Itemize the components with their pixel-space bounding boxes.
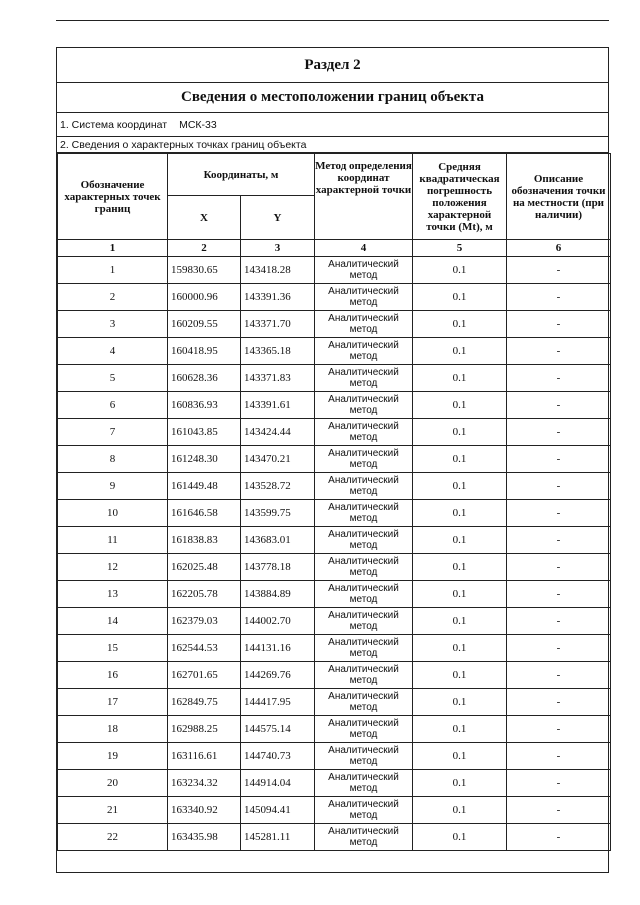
method — [315, 311, 413, 338]
section-title — [57, 48, 608, 83]
description: - — [507, 824, 611, 851]
point-number: 5 — [58, 365, 168, 392]
coord-system-value: МСК-33 — [179, 118, 217, 131]
method-text: Аналитический метод — [328, 529, 399, 551]
coord-x: 163340.92 — [168, 797, 241, 824]
method — [315, 581, 413, 608]
coord-x: 160628.36 — [168, 365, 241, 392]
point-number: 11 — [58, 527, 168, 554]
top-rule — [56, 20, 609, 21]
description: - — [507, 608, 611, 635]
coord-y: 143371.83 — [241, 365, 315, 392]
info-title-text: Сведения о местоположении границ объекта — [181, 89, 484, 105]
table-row — [58, 581, 611, 608]
point-number: 19 — [58, 743, 168, 770]
points-caption-line — [57, 137, 608, 153]
method — [315, 743, 413, 770]
mt-error: 0.1 — [413, 689, 507, 716]
point-number: 1 — [58, 257, 168, 284]
description: - — [507, 797, 611, 824]
column-number: 2 — [168, 240, 241, 257]
coord-y: 144740.73 — [241, 743, 315, 770]
mt-error: 0.1 — [413, 311, 507, 338]
method-text: Аналитический метод — [328, 799, 399, 821]
method — [315, 770, 413, 797]
header-designation: Обозначение характерных точек границ — [58, 154, 168, 240]
mt-error: 0.1 — [413, 581, 507, 608]
description: - — [507, 770, 611, 797]
method-text: Аналитический метод — [328, 772, 399, 794]
document-sheet — [56, 47, 609, 873]
coord-y: 143424.44 — [241, 419, 315, 446]
description: - — [507, 662, 611, 689]
method — [315, 257, 413, 284]
mt-error: 0.1 — [413, 554, 507, 581]
point-number: 22 — [58, 824, 168, 851]
mt-error: 0.1 — [413, 284, 507, 311]
coord-y: 143884.89 — [241, 581, 315, 608]
coord-y: 143528.72 — [241, 473, 315, 500]
points-caption: 2. Сведения о характерных точках границ объекта — [60, 138, 307, 151]
mt-error: 0.1 — [413, 527, 507, 554]
description: - — [507, 365, 611, 392]
description: - — [507, 500, 611, 527]
coord-x: 161646.58 — [168, 500, 241, 527]
coord-y: 143365.18 — [241, 338, 315, 365]
coord-y: 144131.16 — [241, 635, 315, 662]
coord-x: 162544.53 — [168, 635, 241, 662]
method — [315, 365, 413, 392]
boundary-points-table — [57, 153, 611, 851]
table-row — [58, 500, 611, 527]
coord-x: 161838.83 — [168, 527, 241, 554]
description: - — [507, 743, 611, 770]
method — [315, 608, 413, 635]
coord-x: 161248.30 — [168, 446, 241, 473]
table-row — [58, 608, 611, 635]
point-number: 3 — [58, 311, 168, 338]
point-number: 18 — [58, 716, 168, 743]
coord-x: 162379.03 — [168, 608, 241, 635]
method — [315, 689, 413, 716]
method-text: Аналитический метод — [328, 421, 399, 443]
description: - — [507, 257, 611, 284]
description: - — [507, 419, 611, 446]
column-numbers-row — [58, 240, 611, 257]
coord-y: 144269.76 — [241, 662, 315, 689]
header-x: X — [168, 196, 241, 240]
coord-x: 163234.32 — [168, 770, 241, 797]
coord-y: 144575.14 — [241, 716, 315, 743]
coord-x: 160418.95 — [168, 338, 241, 365]
coord-x: 163116.61 — [168, 743, 241, 770]
method-text: Аналитический метод — [328, 664, 399, 686]
point-number: 21 — [58, 797, 168, 824]
method-text: Аналитический метод — [328, 583, 399, 605]
coord-x: 160000.96 — [168, 284, 241, 311]
point-number: 17 — [58, 689, 168, 716]
method — [315, 635, 413, 662]
method — [315, 662, 413, 689]
mt-error: 0.1 — [413, 500, 507, 527]
method-text: Аналитический метод — [328, 286, 399, 308]
mt-error: 0.1 — [413, 446, 507, 473]
method — [315, 527, 413, 554]
header-coords: Координаты, м — [168, 154, 315, 196]
coord-y: 144914.04 — [241, 770, 315, 797]
description: - — [507, 554, 611, 581]
table-row — [58, 419, 611, 446]
coord-y: 143599.75 — [241, 500, 315, 527]
method — [315, 473, 413, 500]
coord-y: 144002.70 — [241, 608, 315, 635]
method-text: Аналитический метод — [328, 637, 399, 659]
column-number: 5 — [413, 240, 507, 257]
coord-x: 162025.48 — [168, 554, 241, 581]
column-number: 3 — [241, 240, 315, 257]
method-text: Аналитический метод — [328, 313, 399, 335]
coord-y: 144417.95 — [241, 689, 315, 716]
coord-y: 143391.36 — [241, 284, 315, 311]
coord-x: 162701.65 — [168, 662, 241, 689]
method — [315, 392, 413, 419]
description: - — [507, 716, 611, 743]
description: - — [507, 338, 611, 365]
header-description: Описание обозначения точки на местности (при наличии) — [507, 154, 611, 240]
description: - — [507, 284, 611, 311]
header-error: Средняя квадратическая погрешность положения характерной точки (Mt), м — [413, 154, 507, 240]
table-row — [58, 689, 611, 716]
table-row — [58, 824, 611, 851]
mt-error: 0.1 — [413, 473, 507, 500]
point-number: 16 — [58, 662, 168, 689]
coord-y: 143778.18 — [241, 554, 315, 581]
point-number: 14 — [58, 608, 168, 635]
table-row — [58, 446, 611, 473]
coord-y: 145094.41 — [241, 797, 315, 824]
method — [315, 338, 413, 365]
point-number: 10 — [58, 500, 168, 527]
point-number: 13 — [58, 581, 168, 608]
method-text: Аналитический метод — [328, 718, 399, 740]
table-row — [58, 770, 611, 797]
coord-x: 161449.48 — [168, 473, 241, 500]
coord-y: 143470.21 — [241, 446, 315, 473]
header-method: Метод определения координат характерной точки — [315, 154, 413, 240]
method — [315, 500, 413, 527]
coord-y: 143391.61 — [241, 392, 315, 419]
mt-error: 0.1 — [413, 392, 507, 419]
column-number: 1 — [58, 240, 168, 257]
table-row — [58, 284, 611, 311]
description: - — [507, 311, 611, 338]
table-row — [58, 527, 611, 554]
mt-error: 0.1 — [413, 797, 507, 824]
table-row — [58, 338, 611, 365]
method-text: Аналитический метод — [328, 259, 399, 281]
point-number: 15 — [58, 635, 168, 662]
method-text: Аналитический метод — [328, 745, 399, 767]
method-text: Аналитический метод — [328, 502, 399, 524]
coord-x: 160209.55 — [168, 311, 241, 338]
table-row — [58, 716, 611, 743]
coord-x: 161043.85 — [168, 419, 241, 446]
mt-error: 0.1 — [413, 824, 507, 851]
method-text: Аналитический метод — [328, 610, 399, 632]
point-number: 20 — [58, 770, 168, 797]
point-number: 7 — [58, 419, 168, 446]
mt-error: 0.1 — [413, 743, 507, 770]
mt-error: 0.1 — [413, 419, 507, 446]
coord-x: 159830.65 — [168, 257, 241, 284]
description: - — [507, 473, 611, 500]
coord-y: 143418.28 — [241, 257, 315, 284]
table-row — [58, 554, 611, 581]
method-text: Аналитический метод — [328, 448, 399, 470]
mt-error: 0.1 — [413, 338, 507, 365]
table-row — [58, 473, 611, 500]
coord-x: 162205.78 — [168, 581, 241, 608]
table-row — [58, 311, 611, 338]
coord-system-line — [57, 113, 608, 137]
mt-error: 0.1 — [413, 770, 507, 797]
description: - — [507, 635, 611, 662]
mt-error: 0.1 — [413, 662, 507, 689]
table-row — [58, 743, 611, 770]
point-number: 4 — [58, 338, 168, 365]
coord-x: 160836.93 — [168, 392, 241, 419]
coord-x: 162849.75 — [168, 689, 241, 716]
section-title-text: Раздел 2 — [304, 56, 361, 73]
point-number: 6 — [58, 392, 168, 419]
point-number: 8 — [58, 446, 168, 473]
method — [315, 284, 413, 311]
column-number: 6 — [507, 240, 611, 257]
info-title — [57, 83, 608, 113]
method — [315, 419, 413, 446]
method — [315, 554, 413, 581]
coord-system-label: 1. Система координат — [60, 118, 168, 131]
description: - — [507, 392, 611, 419]
table-row — [58, 257, 611, 284]
mt-error: 0.1 — [413, 257, 507, 284]
description: - — [507, 527, 611, 554]
coord-x: 163435.98 — [168, 824, 241, 851]
mt-error: 0.1 — [413, 608, 507, 635]
method — [315, 824, 413, 851]
method — [315, 797, 413, 824]
point-number: 9 — [58, 473, 168, 500]
column-number: 4 — [315, 240, 413, 257]
table-row — [58, 662, 611, 689]
table-row — [58, 365, 611, 392]
method-text: Аналитический метод — [328, 556, 399, 578]
table-row — [58, 392, 611, 419]
method-text: Аналитический метод — [328, 340, 399, 362]
method-text: Аналитический метод — [328, 691, 399, 713]
coord-x: 162988.25 — [168, 716, 241, 743]
table-row — [58, 797, 611, 824]
coord-y: 145281.11 — [241, 824, 315, 851]
header-y: Y — [241, 196, 315, 240]
coord-y: 143683.01 — [241, 527, 315, 554]
mt-error: 0.1 — [413, 716, 507, 743]
method-text: Аналитический метод — [328, 826, 399, 848]
point-number: 2 — [58, 284, 168, 311]
mt-error: 0.1 — [413, 635, 507, 662]
table-tail-row — [57, 850, 608, 872]
description: - — [507, 581, 611, 608]
description: - — [507, 689, 611, 716]
coord-y: 143371.70 — [241, 311, 315, 338]
method — [315, 446, 413, 473]
method-text: Аналитический метод — [328, 367, 399, 389]
method-text: Аналитический метод — [328, 475, 399, 497]
point-number: 12 — [58, 554, 168, 581]
table-row — [58, 635, 611, 662]
mt-error: 0.1 — [413, 365, 507, 392]
description: - — [507, 446, 611, 473]
method — [315, 716, 413, 743]
method-text: Аналитический метод — [328, 394, 399, 416]
